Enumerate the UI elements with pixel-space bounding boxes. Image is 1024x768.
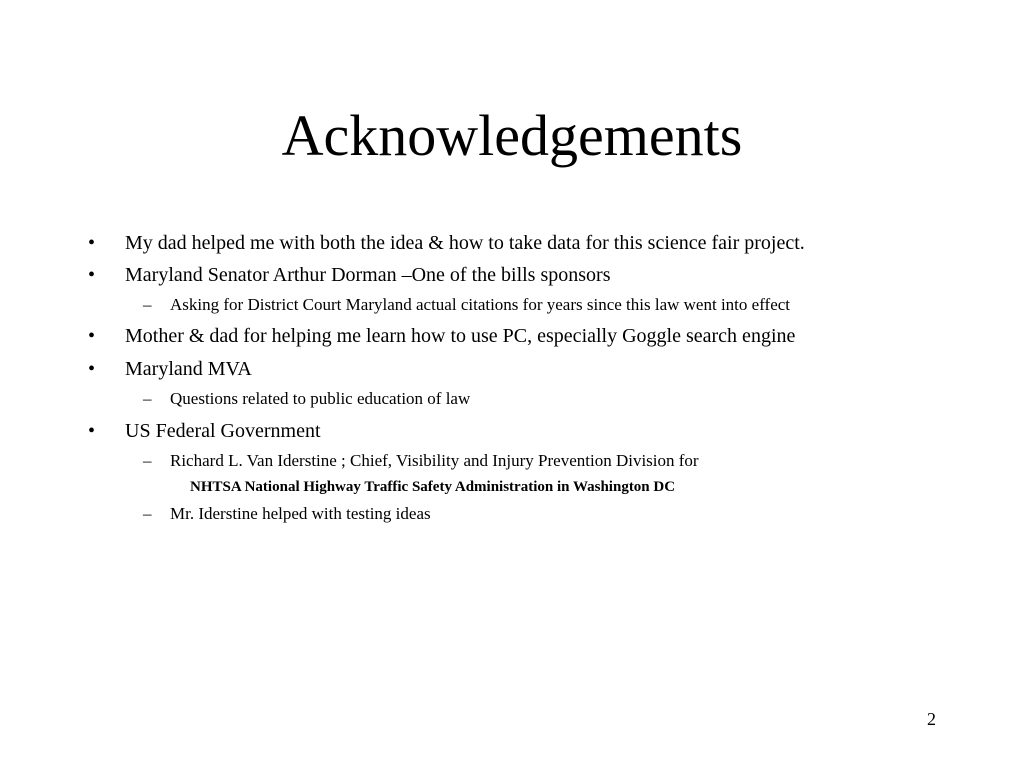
bullet-text: My dad helped me with both the idea & how to take data for this science fair project.: [125, 232, 805, 254]
dash-icon: –: [143, 295, 152, 314]
bullet-icon: •: [88, 325, 96, 347]
sub-bullet-text: Richard L. Van Iderstine ; Chief, Visibility and Injury Prevention Division for: [170, 451, 699, 470]
dash-icon: –: [143, 504, 152, 523]
sub-bullet-text: Questions related to public education of law: [170, 389, 471, 408]
dash-icon: –: [143, 451, 152, 470]
bullet-text: Maryland Senator Arthur Dorman –One of the bills sponsors: [125, 264, 611, 286]
bullet-text: US Federal Government: [125, 420, 321, 442]
sub-bullet-text: Mr. Iderstine helped with testing ideas: [170, 504, 431, 523]
bullet-text: Maryland MVA: [125, 358, 252, 380]
sub-bullet-text: Asking for District Court Maryland actual citations for years since this law went into effect: [170, 295, 791, 314]
bullet-icon: •: [88, 420, 96, 442]
slide-title: Acknowledgements: [281, 103, 743, 168]
dash-icon: –: [143, 389, 152, 408]
page-number: 2: [927, 709, 936, 729]
bullet-icon: •: [88, 358, 96, 380]
bullet-text: Mother & dad for helping me learn how to use PC, especially Goggle search engine: [125, 325, 796, 347]
bullet-icon: •: [88, 264, 96, 286]
sub-bullet-continuation: NHTSA National Highway Traffic Safety Administration in Washington DC: [190, 479, 676, 495]
bullet-icon: •: [88, 232, 96, 254]
